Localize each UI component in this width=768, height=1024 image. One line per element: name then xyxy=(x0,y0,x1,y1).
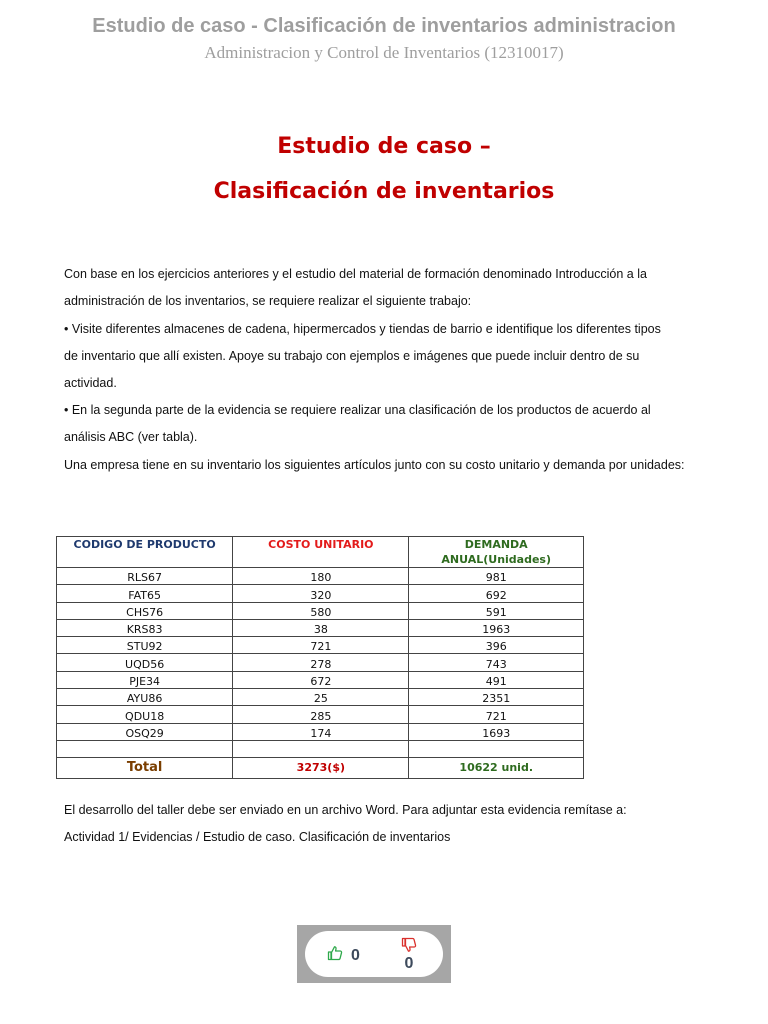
product-code-cell: PJE34 xyxy=(57,671,233,688)
total-label: Total xyxy=(57,757,233,778)
demand-cell: 491 xyxy=(409,671,584,688)
total-row xyxy=(57,757,584,778)
document-title: Estudio de caso - Clasificación de inventarios administracion xyxy=(92,15,676,37)
blank-cell xyxy=(233,740,409,757)
header-annual-demand xyxy=(409,537,584,568)
demand-cell: 721 xyxy=(409,706,584,723)
unit-cost-cell: 320 xyxy=(233,585,409,602)
table-row xyxy=(57,637,584,654)
case-study-subheading: Clasiﬁcación de inventarios xyxy=(213,179,555,204)
unit-cost-cell: 278 xyxy=(233,654,409,671)
table-row xyxy=(57,602,584,619)
vote-bar xyxy=(297,925,451,983)
unit-cost-cell: 38 xyxy=(233,619,409,636)
downvote-count: 0 xyxy=(404,955,414,972)
header-unit-cost xyxy=(233,537,409,568)
product-code-cell: UQD56 xyxy=(57,654,233,671)
unit-cost-cell: 721 xyxy=(233,637,409,654)
demand-cell: 981 xyxy=(409,568,584,585)
header-demand-line-2: ANUAL(Unidades) xyxy=(441,553,552,566)
product-code-cell: OSQ29 xyxy=(57,723,233,740)
table-row xyxy=(57,585,584,602)
product-code-cell: AYU86 xyxy=(57,689,233,706)
demand-cell: 1963 xyxy=(409,619,584,636)
unit-cost-cell: 174 xyxy=(233,723,409,740)
product-code-cell: KRS83 xyxy=(57,619,233,636)
unit-cost-cell: 672 xyxy=(233,671,409,688)
header-demand-line-1: DEMANDA xyxy=(464,538,528,551)
table-row xyxy=(57,723,584,740)
table-header-row xyxy=(57,537,584,568)
bullet-2-line-1: • En la segunda parte de la evidencia se requiere realizar una clasificación de los productos de acuerdo al xyxy=(64,403,651,417)
inventory-table xyxy=(56,537,584,779)
course-subtitle: Administracion y Control de Inventarios (12310017) xyxy=(204,43,564,62)
case-study-heading: Estudio de caso – xyxy=(277,134,491,159)
demand-cell: 396 xyxy=(409,637,584,654)
table-row xyxy=(57,568,584,585)
blank-cell xyxy=(409,740,584,757)
unit-cost-cell: 580 xyxy=(233,602,409,619)
product-code-cell: CHS76 xyxy=(57,602,233,619)
table-row xyxy=(57,619,584,636)
unit-cost-cell: 285 xyxy=(233,706,409,723)
product-code-cell: FAT65 xyxy=(57,585,233,602)
thumbs-down-icon xyxy=(397,937,421,953)
demand-cell: 2351 xyxy=(409,689,584,706)
demand-cell: 1693 xyxy=(409,723,584,740)
table-row xyxy=(57,689,584,706)
document-header xyxy=(0,12,768,64)
bullet-1-line-2: de inventario que allí existen. Apoye su trabajo con ejemplos e imágenes que puede incluir dentro de su xyxy=(64,349,640,363)
closing-line-2: Actividad 1/ Evidencias / Estudio de caso. Clasificación de inventarios xyxy=(64,830,451,844)
table-row xyxy=(57,706,584,723)
total-cost: 3273($) xyxy=(233,757,409,778)
product-code-cell: RLS67 xyxy=(57,568,233,585)
table-row xyxy=(57,671,584,688)
product-code-cell: STU92 xyxy=(57,637,233,654)
demand-cell: 692 xyxy=(409,585,584,602)
bullet-2-line-2: análisis ABC (ver tabla). xyxy=(64,430,198,444)
bullet-1-line-1: • Visite diferentes almacenes de cadena, hipermercados y tiendas de barrio e identifique los diferentes tipos xyxy=(64,322,661,336)
company-paragraph: Una empresa tiene en su inventario los siguientes artículos junto con su costo unitario y demanda por unidades: xyxy=(64,458,685,472)
unit-cost-cell: 180 xyxy=(233,568,409,585)
vote-pill xyxy=(305,931,443,977)
upvote-button[interactable] xyxy=(327,945,360,966)
header-product-code-label: CODIGO DE PRODUCTO xyxy=(73,538,216,551)
total-demand: 10622 unid. xyxy=(409,757,584,778)
demand-cell: 591 xyxy=(409,602,584,619)
upvote-count: 0 xyxy=(351,946,360,964)
blank-row xyxy=(57,740,584,757)
table-row xyxy=(57,654,584,671)
demand-cell: 743 xyxy=(409,654,584,671)
header-unit-cost-label: COSTO UNITARIO xyxy=(268,538,374,551)
bullet-1-line-3: actividad. xyxy=(64,376,117,390)
downvote-button[interactable] xyxy=(397,937,421,973)
thumbs-up-icon xyxy=(327,945,343,966)
unit-cost-cell: 25 xyxy=(233,689,409,706)
intro-line-1: Con base en los ejercicios anteriores y el estudio del material de formación denominado Introducción a la xyxy=(64,267,647,281)
blank-cell xyxy=(57,740,233,757)
product-code-cell: QDU18 xyxy=(57,706,233,723)
closing-line-1: El desarrollo del taller debe ser enviado en un archivo Word. Para adjuntar esta evidencia remítase a: xyxy=(64,803,627,817)
intro-line-2: administración de los inventarios, se requiere realizar el siguiente trabajo: xyxy=(64,294,472,308)
header-product-code xyxy=(57,537,233,568)
